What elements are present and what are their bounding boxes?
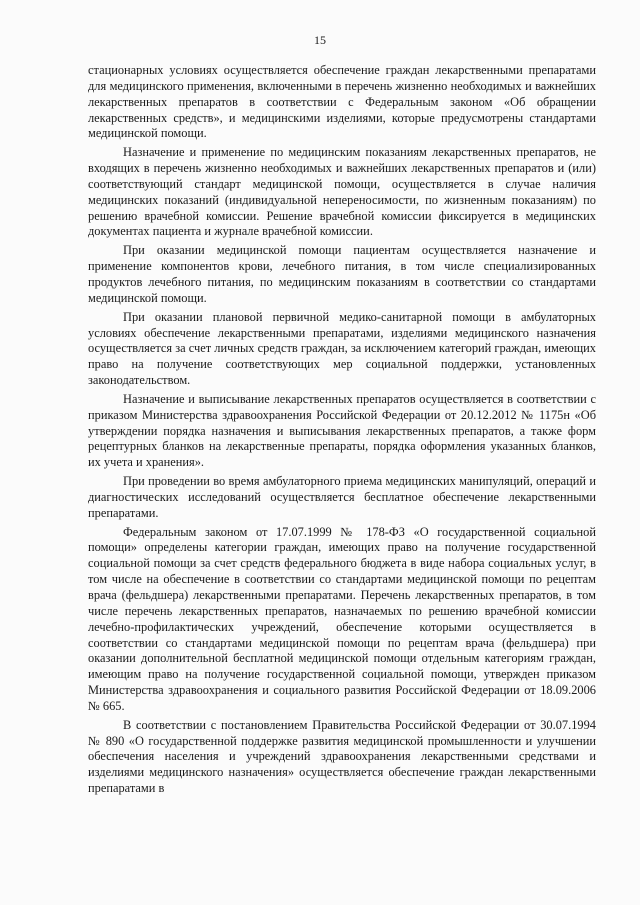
paragraph-4: При оказании плановой первичной медико-санитарной помощи в амбулаторных условиях обеспечение лекарственными препаратами, изделиями медицинского назначения осуществляется за счет личных средств граждан, за исключением категорий граждан, имеющих право на получение соответствующих мер социальной поддержки, установленных законодательством. (88, 309, 596, 388)
document-body (88, 63, 596, 797)
paragraph-1: стационарных условиях осуществляется обеспечение граждан лекарственными препаратами для медицинского применения, включенными в перечень жизненно необходимых и важнейших лекарственных препаратов в соответствии с Федеральным законом «Об обращении лекарственных средств», и медицинскими изделиями, которые предусмотрены стандартами медицинской помощи. (88, 63, 596, 141)
paragraph-6: При проведении во время амбулаторного приема медицинских манипуляций, операций и диагностических исследований осуществляется бесплатное обеспечение лекарственными препаратами. (88, 474, 596, 520)
paragraph-2: Назначение и применение по медицинским показаниям лекарственных препаратов, не входящих в перечень жизненно необходимых и важнейших лекарственных препаратов и (или) соответствующий стандарт медицинской помощи, осуществляется в случае наличия медицинских показаний (индивидуальной непереносимости, по жизненным показаниям) по решению врачебной комиссии. Решение врачебной комиссии фиксируется в медицинских документах пациента и журнале врачебной комиссии. (88, 145, 596, 239)
paragraph-7: Федеральным законом от 17.07.1999 № 178-ФЗ «О государственной социальной помощи» определены категории граждан, имеющих право на получение государственной социальной помощи за счет средств федерального бюджета в виде набора социальных услуг, в том числе на обеспечение в соответствии со стандартами медицинской помощи по рецептам врача (фельдшера) лекарственными препаратами. Перечень лекарственных препаратов, в том числе перечень лекарственных препаратов, назначаемых по решению врачебной комиссии лечебно-профилактических учреждений, обеспечение которыми осуществляется в соответствии со стандартами медицинской помощи по рецептам врача (фельдшера) при оказании дополнительной бесплатной медицинской помощи отдельным категориям граждан, имеющим право на получение государственной социальной помощи, утвержден приказом Министерства здравоохранения и социального развития Российской Федерации от 18.09.2006 № 665. (88, 524, 596, 713)
paragraph-5: Назначение и выписывание лекарственных препаратов осуществляется в соответствии с приказом Министерства здравоохранения Российской Федерации от 20.12.2012 № 1175н «Об утверждении порядка назначения и выписывания лекарственных препаратов, а также форм рецептурных бланков на лекарственные препараты, порядка оформления указанных бланков, их учета и хранения». (88, 391, 596, 470)
paragraph-8: В соответствии с постановлением Правительства Российской Федерации от 30.07.1994 № 890 «О государственной поддержке развития медицинской промышленности и улучшении обеспечения населения и учреждений здравоохранения лекарственными средствами и изделиями медицинского назначения» осуществляется обеспечение граждан лекарственными препаратами в (88, 717, 596, 796)
page-number: 15 (314, 33, 326, 47)
paragraph-3: При оказании медицинской помощи пациентам осуществляется назначение и применение компонентов крови, лечебного питания, в том числе специализированных продуктов лечебного питания, по медицинским показаниям в соответствии со стандартами медицинской помощи. (88, 243, 596, 305)
